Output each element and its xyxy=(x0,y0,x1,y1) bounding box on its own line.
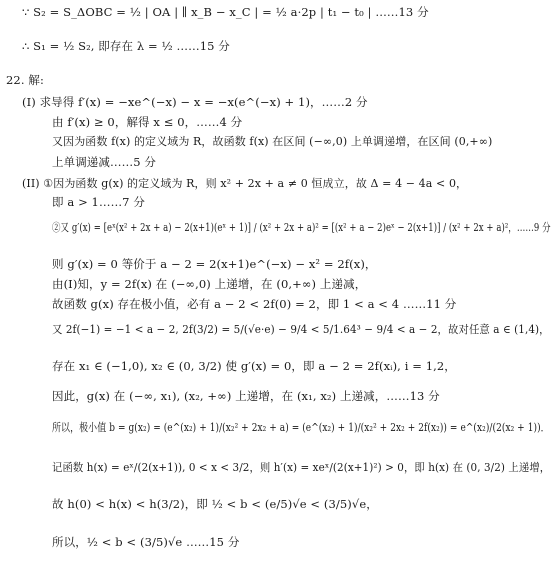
text-line: 记函数 h(x) = eˣ/(2(x+1)), 0 < x < 3/2，则 h′(x) = xeˣ/(2(x+1)²) > 0，即 h(x) 在 (0, 3/2) 上递增， xyxy=(52,461,551,474)
text-line: ∵ S₂ = S_ΔOBC = ½ | OA | ∥ x_B − x_C | = ½ a·2p | t₁ − t₀ | ……13 分 xyxy=(22,5,429,19)
text-line: ②又 g′(x) = [eˣ(x² + 2x + a) − 2(x+1)(eˣ + 1)] / (x² + 2x + a)² = [(x² + a − 2)eˣ − 2(x+1)] / (x² + 2x + a)²，……9 分 xyxy=(52,221,551,234)
text-line: 又 2f(−1) = −1 < a − 2, 2f(3/2) = 5/(√e·e) − 9/4 < 5/1.64³ − 9/4 < a − 2，故对任意 a ∈ (1,4)， xyxy=(52,323,550,336)
text-line: 则 g′(x) = 0 等价于 a − 2 = 2(x+1)e^(−x) − x² = 2f(x)， xyxy=(52,257,377,271)
text-line: 由(I)知，y = 2f(x) 在 (−∞,0) 上递增，在 (0,+∞) 上递减， xyxy=(52,277,367,291)
text-line: 所以，½ < b < (3/5)√e ……15 分 xyxy=(52,535,240,549)
text-line: 因此，g(x) 在 (−∞, x₁), (x₂, +∞) 上递增，在 (x₁, x₂) 上递减，……13 分 xyxy=(52,389,440,403)
text-line: 上单调递减……5 分 xyxy=(52,155,156,169)
text-line: 所以，极小值 b = g(x₂) = (e^(x₂) + 1)/(x₂² + 2x₂ + a) = (e^(x₂) + 1)/(x₂² + 2x₂ + 2f(x₂)) = e^(x₂)/(2(x₂ + 1))． xyxy=(52,421,550,434)
text-line: 存在 x₁ ∈ (−1,0), x₂ ∈ (0, 3/2) 使 g′(x) = 0，即 a − 2 = 2f(xᵢ), i = 1,2， xyxy=(52,359,456,373)
text-line: (II) ①因为函数 g(x) 的定义域为 R，则 x² + 2x + a ≠ 0 恒成立，故 Δ = 4 − 4a < 0， xyxy=(22,177,468,190)
text-line: 即 a > 1……7 分 xyxy=(52,195,145,209)
text-line: ∴ S₁ = ½ S₂, 即存在 λ = ½ ……15 分 xyxy=(22,39,230,53)
text-line: (I) 求导得 f′(x) = −xe^(−x) − x = −x(e^(−x) + 1)，……2 分 xyxy=(22,95,368,109)
text-line: 又因为函数 f(x) 的定义域为 R，故函数 f(x) 在区间 (−∞,0) 上单调递增，在区间 (0,+∞) xyxy=(52,135,493,148)
text-line: 由 f′(x) ≥ 0，解得 x ≤ 0，……4 分 xyxy=(52,115,243,129)
text-line: 故 h(0) < h(x) < h(3/2)，即 ½ < b < (e/5)√e < (3/5)√e， xyxy=(52,497,378,511)
text-line: 故函数 g(x) 存在极小值，必有 a − 2 < 2f(0) = 2，即 1 < a < 4 ……11 分 xyxy=(52,297,457,311)
text-line: 22. 解: xyxy=(6,73,44,87)
